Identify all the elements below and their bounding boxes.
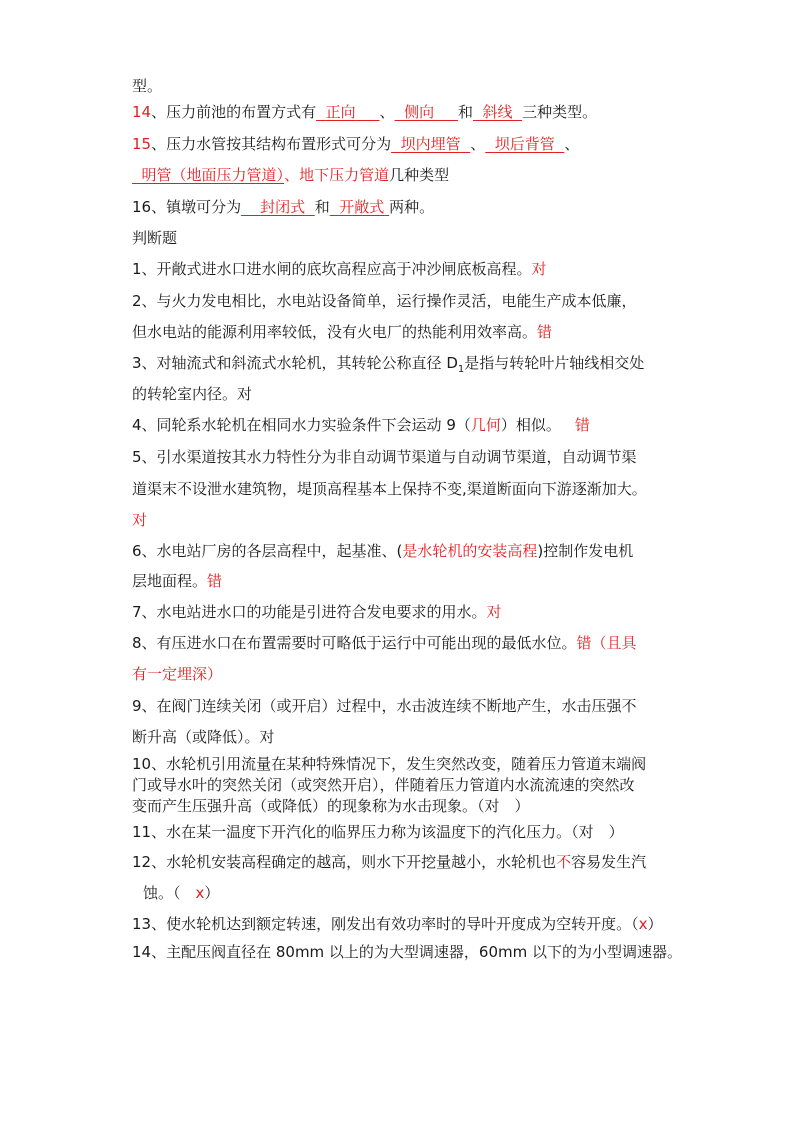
line-text: 1、开敞式进水口进水闸的底坎高程应高于冲沙闸底板高程。 <box>132 260 532 278</box>
line-text: 断升高（或降低）。对 <box>132 728 275 746</box>
answer-mark: 错 <box>574 416 590 434</box>
line-text: 变而产生压强升高（或降低）的现象称为水击现象。（对 ） <box>132 797 530 815</box>
line-text: ） <box>204 884 220 902</box>
text-line <box>132 775 635 795</box>
answer-blank: 坝内埋管 <box>400 135 461 153</box>
answer-text: 不 <box>556 853 572 871</box>
line-text: 和 <box>314 198 330 216</box>
answer-text: 是水轮机的安装高程 <box>402 542 538 560</box>
answer-mark: 错（且具 <box>576 634 637 652</box>
line-text: 12、水轮机安装高程确定的越高，则水下开挖量越小，水轮机也 <box>132 853 557 871</box>
line-text: )控制作发电机 <box>537 542 634 560</box>
text-line <box>132 76 162 96</box>
judgment-item <box>132 633 637 653</box>
judgment-item <box>132 353 644 380</box>
line-text: 、 <box>379 103 395 121</box>
section-heading <box>132 228 177 248</box>
line-text: 、 <box>564 135 580 153</box>
question-number: 15 <box>132 135 152 153</box>
line-text: 5、引水渠道按其水力特性分为非自动调节渠道与自动调节渠道，自动调节渠 <box>132 448 637 466</box>
line-text: 11、水在某一温度下开汽化的临界压力称为该温度下的汽化压力。（对 ） <box>132 823 624 841</box>
line-text: 、 <box>470 135 486 153</box>
line-text: 4、同轮系水轮机在相同水力实验条件下会运动 9（ <box>132 416 471 434</box>
judgment-item <box>132 914 663 934</box>
answer-mark: 错 <box>207 572 223 590</box>
answer-text: 几何 <box>470 416 501 434</box>
judgment-item <box>132 415 590 435</box>
line-text: 两种。 <box>389 198 435 216</box>
line-text: 道渠末不设泄水建筑物，堤顶高程基本上保持不变,渠道断面向下游逐渐加大。 <box>132 480 647 498</box>
answer-blank: 正向 <box>325 103 356 121</box>
answer-blank: 明管（地面压力管道） <box>141 166 285 184</box>
text-line <box>132 510 147 530</box>
line-text: 和 <box>457 103 473 121</box>
judgment-item <box>132 822 624 842</box>
answer-mark: 对 <box>237 385 253 403</box>
answer-text: 、地下压力管道 <box>284 166 390 184</box>
question-number: 14 <box>132 103 152 121</box>
answer-blank: 开敞式 <box>339 198 385 216</box>
line-text: 3、对轴流式和斜流式水轮机，其转轮公称直径 D <box>132 354 458 372</box>
line-text: 、压力水管按其结构布置形式可分为 <box>151 135 392 153</box>
line-text: 门或导水叶的突然关闭（或突然开启），伴随着压力管道内水流流速的突然改 <box>132 776 635 794</box>
line-text: 三种类型。 <box>522 103 598 121</box>
judgment-item <box>132 291 637 311</box>
judgment-item <box>132 696 637 716</box>
judgment-item <box>132 754 646 774</box>
line-text: 、压力前池的布置方式有 <box>151 103 317 121</box>
line-text: 是指与转轮叶片轴线相交处 <box>464 354 645 372</box>
answer-mark: x <box>195 884 205 902</box>
text-line <box>132 796 530 816</box>
line-text: 型。 <box>132 77 163 95</box>
line-text: 2、与火力发电相比，水电站设备简单，运行操作灵活，电能生产成本低廉， <box>132 292 637 310</box>
answer-blank: 侧向 <box>404 103 435 121</box>
text-line <box>132 727 275 747</box>
answer-blank: 坝后背管 <box>494 135 555 153</box>
judgment-item <box>132 942 682 962</box>
subscript: 1 <box>457 364 465 375</box>
line-text: ） <box>647 915 663 933</box>
line-text: 但水电站的能源利用率较低，没有火电厂的热能利用效率高。 <box>132 323 538 341</box>
text-line <box>132 479 647 499</box>
judgment-item <box>132 541 633 561</box>
answer-blank: 封闭式 <box>260 198 306 216</box>
answer-text: 有一定埋深） <box>132 665 223 683</box>
question-15-fill <box>132 134 579 154</box>
text-line <box>143 883 219 903</box>
text-line <box>132 322 552 342</box>
line-text: 蚀。（ <box>143 884 196 902</box>
line-text: 9、在阀门连续关闭（或开启）过程中，水击波连续不断地产生，水击压强不 <box>132 697 637 715</box>
answer-blank: 斜线 <box>482 103 513 121</box>
text-line <box>132 384 252 404</box>
answer-mark: 错 <box>537 323 553 341</box>
text-line <box>132 165 449 185</box>
question-16-fill <box>132 197 434 217</box>
line-text: 层地面程。 <box>132 572 208 590</box>
answer-mark: 对 <box>132 511 148 529</box>
line-text: 7、水电站进水口的功能是引进符合发电要求的用水。 <box>132 603 487 621</box>
line-text: 的转轮室内径。 <box>132 385 238 403</box>
heading-text: 判断题 <box>132 229 178 247</box>
question-14-fill <box>132 102 597 122</box>
judgment-item <box>132 447 637 467</box>
judgment-item <box>132 602 502 622</box>
judgment-item <box>132 259 547 279</box>
line-text: 16、镇墩可分为 <box>132 198 242 216</box>
line-text: 8、有压进水口在布置需要时可略低于运行中可能出现的最低水位。 <box>132 634 577 652</box>
line-text: 10、水轮机引用流量在某种特殊情况下，发生突然改变，随着压力管道末端阀 <box>132 755 647 773</box>
answer-mark: 对 <box>531 260 547 278</box>
line-text: 6、水电站厂房的各层高程中，起基准、( <box>132 542 403 560</box>
line-text: 13、使水轮机达到额定转速，刚发出有效功率时的导叶开度成为空转开度。（ <box>132 915 639 933</box>
line-text: 几种类型 <box>389 166 450 184</box>
answer-mark: 对 <box>486 603 502 621</box>
text-line <box>132 664 222 684</box>
judgment-item <box>132 852 646 872</box>
line-text: ）相似。 <box>500 416 561 434</box>
line-text: 容易发生汽 <box>571 853 647 871</box>
answer-mark: x <box>638 915 648 933</box>
text-line <box>132 571 222 591</box>
line-text: 14、主配压阀直径在 80mm 以上的为大型调速器，60mm 以下的为小型调速器。 <box>132 943 683 961</box>
